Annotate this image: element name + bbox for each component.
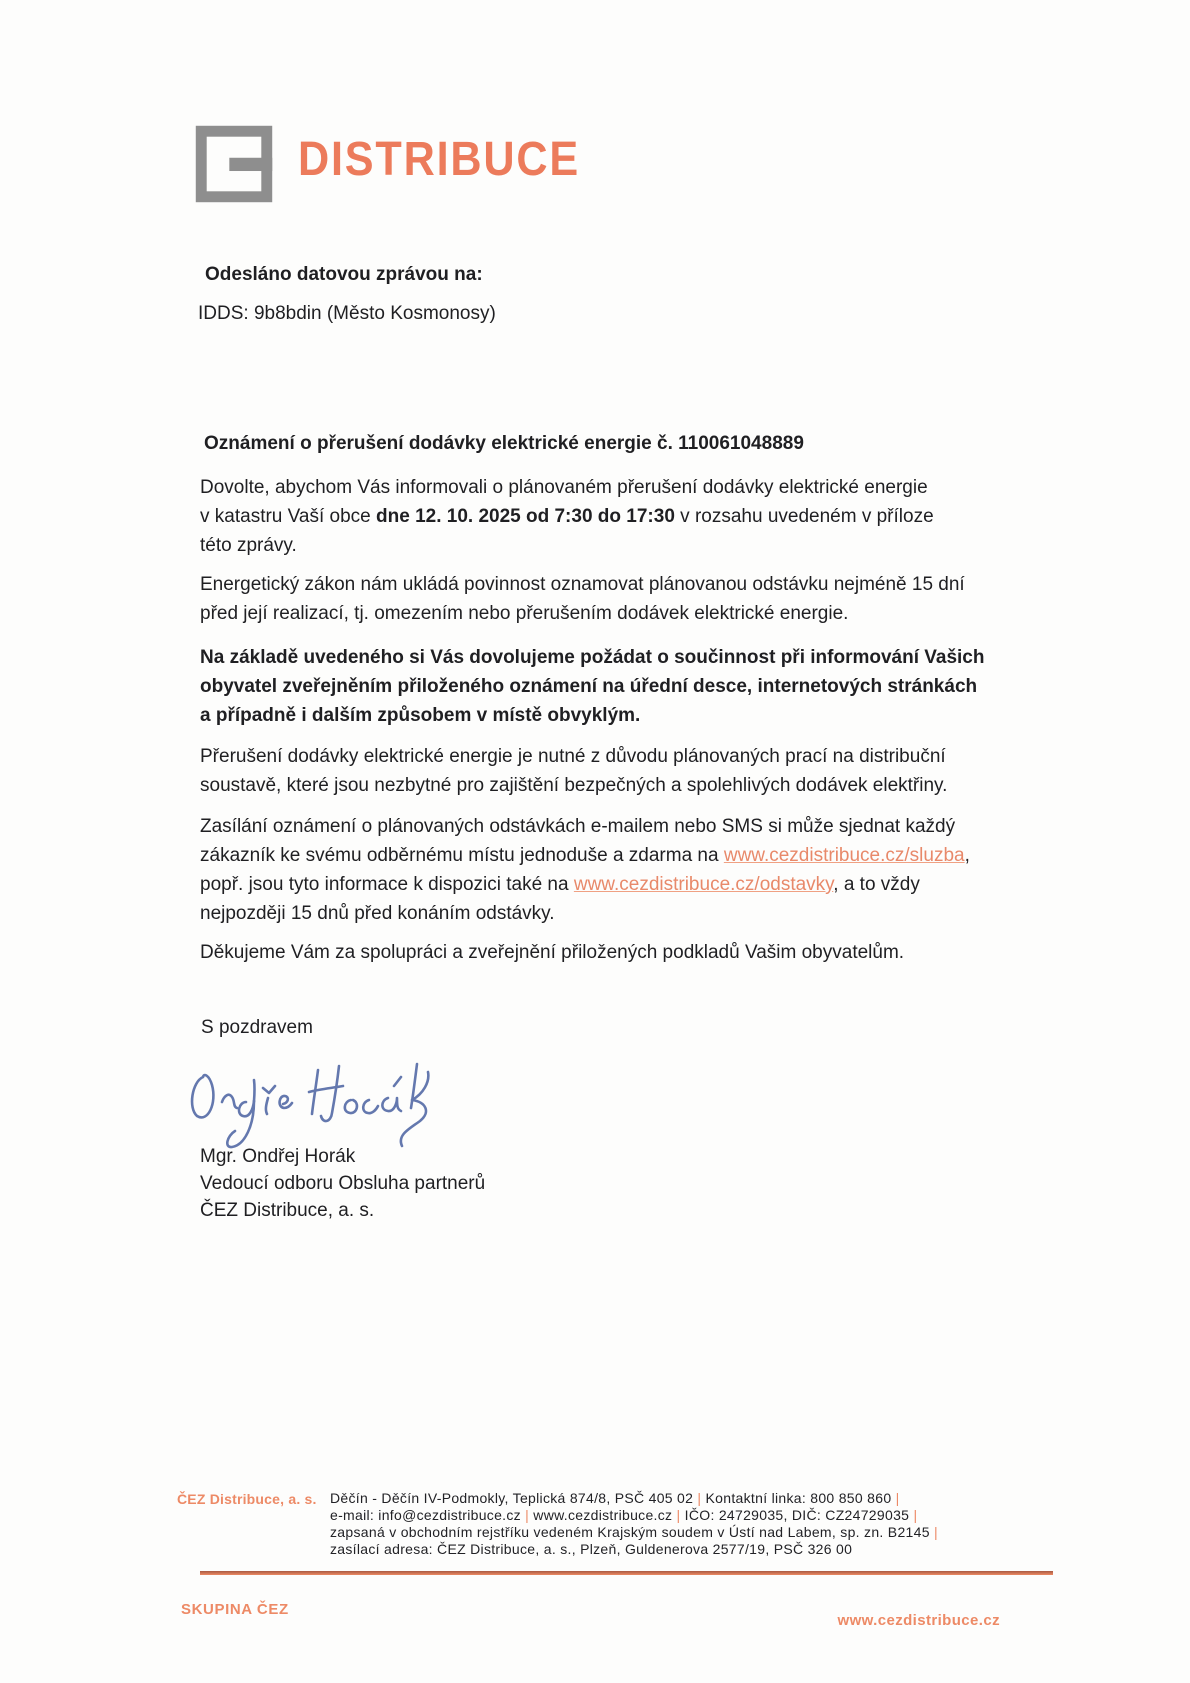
subject-line: Oznámení o přerušení dodávky elektrické energie č. 110061048889 [204,433,804,454]
paragraph-law [200,570,965,628]
paragraph-request [200,643,984,730]
footer-group-label: SKUPINA ČEZ [181,1601,289,1618]
footer-divider [200,1571,1053,1575]
text-run: , [964,845,970,866]
footer-info-line: e-mail: info@cezdistribuce.cz | www.cezdistribuce.cz | IČO: 24729035, DIČ: CZ24729035 | [330,1507,918,1523]
text-line: Energetický zákon nám ukládá povinnost oznamovat plánovanou odstávku nejméně 15 dní [200,574,965,595]
paragraph-subscription [200,812,970,928]
outage-date-time: dne 12. 10. 2025 od 7:30 do 17:30 [376,506,675,527]
text-run: v rozsahu uvedeném v příloze [674,506,934,527]
text-line: nejpozději 15 dnů před konáním odstávky. [200,903,555,924]
text-line: Zasílání oznámení o plánovaných odstávkách e-mailem nebo SMS si může sjednat každý [200,816,956,837]
text-line: soustavě, které jsou nezbytné pro zajištění bezpečných a spolehlivých dodávek elektřiny. [200,775,948,796]
text-run: , a to vždy [833,874,920,895]
text-line: Dovolte, abychom Vás informovali o plánovaném přerušení dodávky elektrické energie [200,477,928,498]
text-line: Přerušení dodávky elektrické energie je nutné z důvodu plánovaných prací na distribuční [200,746,946,767]
text-line [200,502,934,531]
recipient-idds: IDDS: 9b8bdin (Město Kosmonosy) [198,303,496,324]
text-line: před její realizací, tj. omezením nebo přerušením dodávek elektrické energie. [200,603,849,624]
brand-wordmark: DISTRIBUCE [298,133,581,186]
footer-company-label: ČEZ Distribuce, a. s. [177,1491,317,1507]
footer-info-line: zapsaná v obchodním rejstříku vedeném Krajským soudem v Ústí nad Labem, sp. zn. B2145 | [330,1524,938,1540]
text-line: Na základě uvedeného si Vás dovolujeme požádat o součinnost při informování Vašich [200,647,985,668]
footer-info-line: Děčín - Děčín IV-Podmokly, Teplická 874/8, PSČ 405 02 | Kontaktní linka: 800 850 860 | [330,1490,900,1506]
text-line [200,870,970,899]
text-line [200,841,970,870]
cez-square-e-icon [195,125,273,203]
text-line: obyvatel zveřejněním přiloženého oznámení na úřední desce, internetových stránkách [200,676,978,697]
signer-company: ČEZ Distribuce, a. s. [200,1200,375,1221]
closing-salutation: S pozdravem [201,1017,313,1038]
footer-info-line: zasílací adresa: ČEZ Distribuce, a. s., Plzeň, Guldenerova 2577/19, PSČ 326 00 [330,1541,853,1557]
text-line: a případně i dalším způsobem v místě obvyklým. [200,705,641,726]
link-sluzba[interactable]: www.cezdistribuce.cz/sluzba [723,845,965,866]
link-odstavky[interactable]: www.cezdistribuce.cz/odstavky [573,874,834,895]
signer-name: Mgr. Ondřej Horák [200,1146,356,1167]
paragraph-intro [200,473,934,560]
paragraph-thanks: Děkujeme Vám za spolupráci a zveřejnění přiložených podkladů Vašim obyvatelům. [200,942,905,963]
paragraph-reason [200,742,947,800]
cez-logo [195,125,273,203]
text-run: popř. jsou tyto informace k dispozici také na [200,874,574,895]
sent-via-heading: Odesláno datovou zprávou na: [205,264,483,285]
footer-info-block [330,1490,938,1558]
text-run: zákazník ke svému odběrnému místu jednoduše a zdarma na [200,845,724,866]
signer-role: Vedoucí odboru Obsluha partnerů [200,1173,486,1194]
footer-website: www.cezdistribuce.cz [837,1612,1000,1629]
signer-block [200,1143,485,1224]
text-run: v katastru Vaší obce [200,506,377,527]
text-line: této zprávy. [200,535,297,556]
